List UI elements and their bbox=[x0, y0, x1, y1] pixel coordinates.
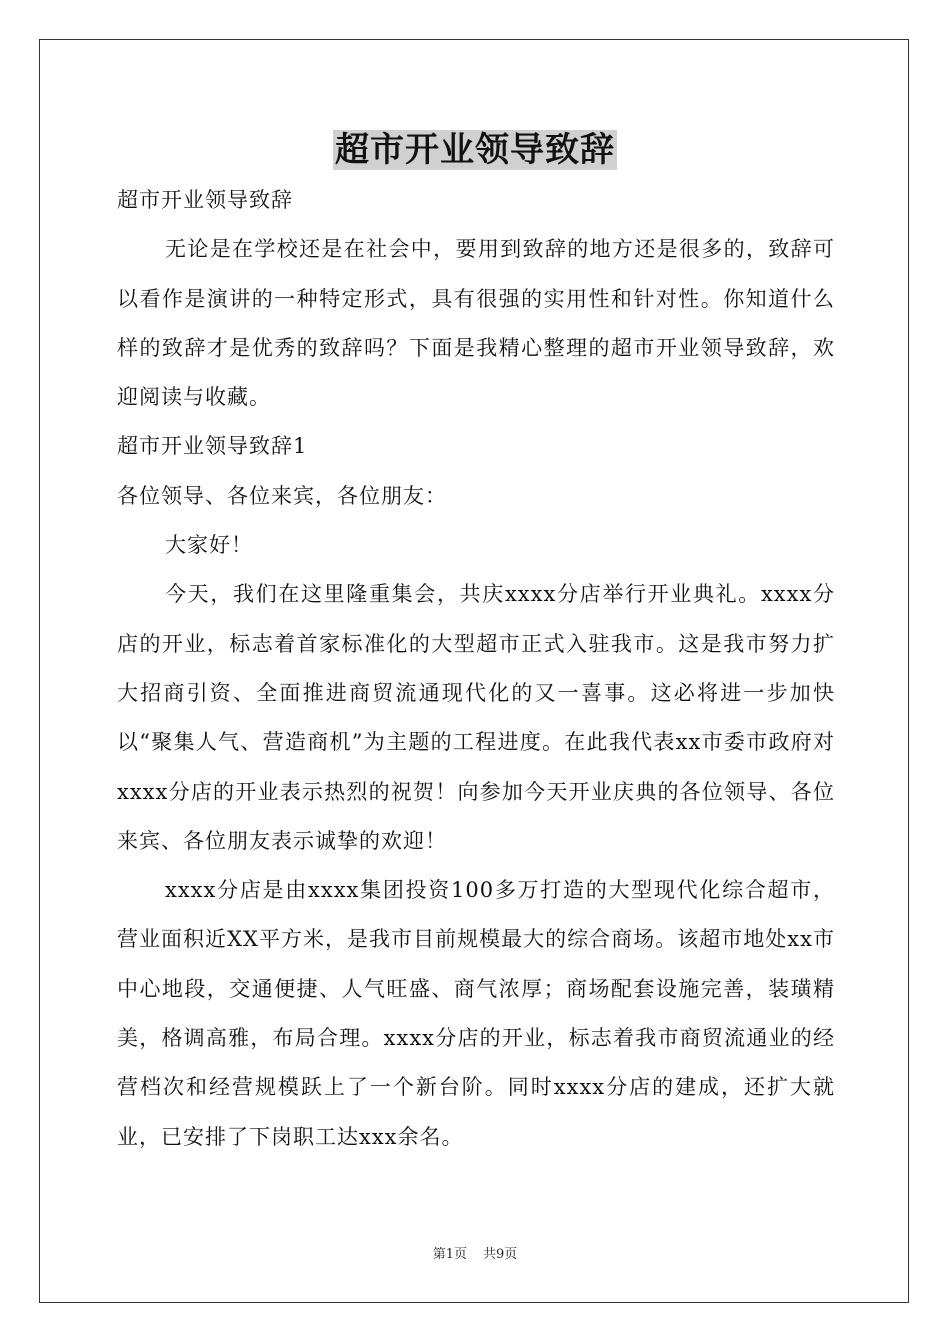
paragraph-section-heading: 超市开业领导致辞1 bbox=[117, 434, 308, 459]
page-number: 第1页 bbox=[432, 1247, 467, 1262]
document-title-text: 超市开业领导致辞 bbox=[335, 130, 615, 170]
paragraph-intro: 无论是在学校还是在社会中，要用到致辞的地方还是很多的，致辞可以看作是演讲的一种特定形式，具有很强的实用性和针对性。你知道什么样的致辞才是优秀的致辞吗？下面是我精心整理的超市开业领导致辞，欢迎阅读与收藏。 bbox=[117, 237, 835, 410]
paragraph-body-1: 今天，我们在这里隆重集会，共庆xxxx分店举行开业典礼。xxxx分店的开业，标志着首家标准化的大型超市正式入驻我市。这是我市努力扩大招商引资、全面推进商贸流通现代化的又一喜事。这必将进一步加快以“聚集人气、营造商机”为主题的工程进度。在此我代表xx市委市政府对xxxx分店的开业表示热烈的祝贺！向参加今天开业庆典的各位领导、各位来宾、各位朋友表示诚挚的欢迎！ bbox=[117, 582, 835, 853]
document-title bbox=[0, 125, 950, 175]
paragraph-body-2: xxxx分店是由xxxx集团投资100多万打造的大型现代化综合超市，营业面积近XX平方米，是我市目前规模最大的综合商场。该超市地处xx市中心地段，交通便捷、人气旺盛、商气浓厚；商场配套设施完善，装璜精美，格调高雅，布局合理。xxxx分店的开业，标志着我市商贸流通业的经营档次和经营规模跃上了一个新台阶。同时xxxx分店的建成，还扩大就业，已安排了下岗职工达xxx余名。 bbox=[117, 878, 835, 1149]
page-footer bbox=[0, 1245, 950, 1265]
paragraph-greeting: 大家好！ bbox=[165, 533, 253, 558]
page-total: 共9页 bbox=[483, 1247, 518, 1262]
paragraph-salutation: 各位领导、各位来宾，各位朋友： bbox=[117, 483, 447, 508]
paragraph-subtitle: 超市开业领导致辞 bbox=[117, 188, 293, 212]
document-body bbox=[117, 176, 835, 1162]
